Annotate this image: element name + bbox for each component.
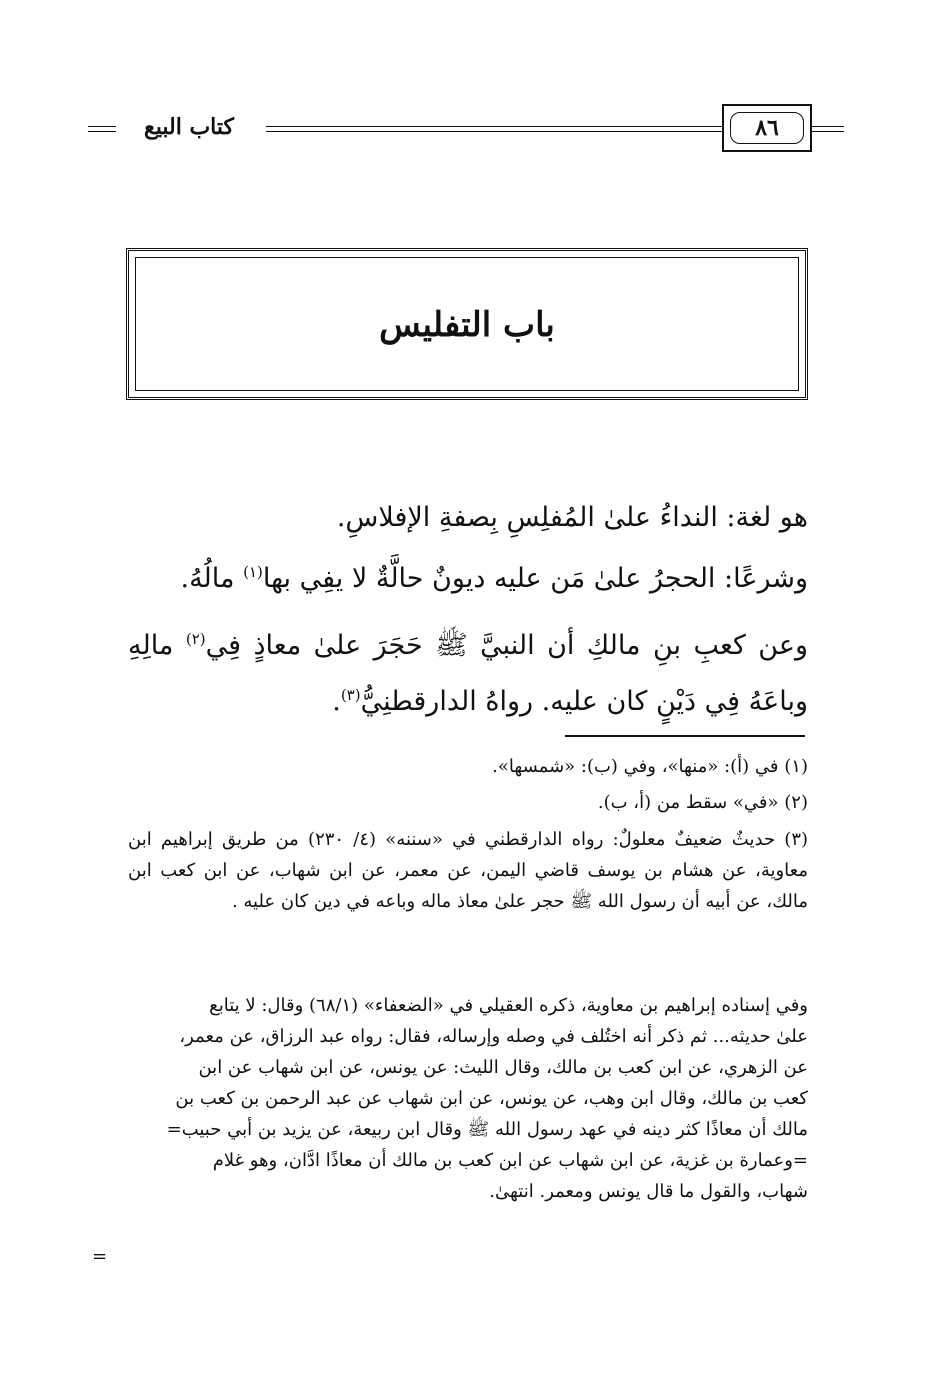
running-title: كتاب البيع (144, 114, 234, 140)
page-number: ٨٦ (730, 112, 804, 144)
footnote-1: (١) في (أ): «منها»، وفي (ب): «شمسها». (492, 756, 808, 777)
hadith-text-part2: مالِهِ وباعَهُ فِي دَيْنٍ كان عليه. رواهُ الدارقطنِيُّ (128, 630, 808, 717)
hadith-text-end: . (332, 686, 341, 717)
definition-legal (128, 551, 808, 607)
footnote-ref-2[interactable]: (٢) (185, 630, 206, 648)
definition-legal-end: مالُهُ. (180, 563, 244, 594)
footnote-line: علىٰ حديثه... ثم ذكر أنه اختُلف في وصله وإرساله، فقال: رواه عبد الرزاق، عن معمر، (179, 1026, 808, 1047)
footnote-ref-3[interactable]: (٣) (340, 686, 361, 704)
footnote-separator (565, 735, 805, 737)
footnote-line: شهاب، والقول ما قال يونس ومعمر. انتهىٰ. (489, 1181, 808, 1202)
footnote-2: (٢) «في» سقط من (أ، ب). (597, 792, 808, 813)
footnote-ref-1[interactable]: (١) (243, 563, 263, 581)
definition-legal-text: وشرعًا: الحجرُ علىٰ مَن عليه ديونٌ حالَّةٌ لا يفِي بها (262, 563, 808, 594)
hadith-text (128, 618, 808, 730)
definition-linguistic: هو لغة: النداءُ علىٰ المُفلِسِ بِصفةِ الإفلاسِ. (336, 502, 808, 533)
chapter-title: باب التفليس (379, 305, 555, 345)
footnote-line: =وعمارة بن غزية، عن ابن شهاب عن ابن كعب بن مالك أن معاذًا ادَّان، وهو غلام (212, 1150, 808, 1171)
hadith-text-part1: وعن كعبِ بنِ مالكِ أن النبيَّ ﷺ حَجَرَ علىٰ معاذٍ فِي (205, 630, 808, 661)
continuation-mark: = (92, 1246, 108, 1267)
footnote-line: كعب بن مالك، وقال ابن وهب، عن يونس، عن ابن شهاب عن عبد الرحمن بن كعب بن (175, 1088, 808, 1109)
header-rule-left (88, 126, 116, 132)
footnote-3: (٣) حديثٌ ضعيفٌ معلولٌ: رواه الدارقطني في «سننه» (٤/ ٢٣٠) من طريق إبراهيم ابن معاوية، عن هشام بن يوسف قاضي اليمن، عن معمر، عن ابن شهاب، عن ابن كعب ابن مالك، عن أبيه أن رسول الله ﷺ حجر علىٰ معاذ ماله وباعه في دين كان عليه . (128, 829, 809, 912)
footnote-line: وفي إسناده إبراهيم بن معاوية، ذكره العقيلي في «الضعفاء» (٦٨/١) وقال: لا يتابع (209, 995, 808, 1016)
page-number-box (722, 104, 812, 152)
page-header (0, 0, 938, 160)
footnote-3-continued (128, 990, 808, 1207)
footnote-line: عن الزهري، عن ابن كعب بن مالك، وقال الليث: عن يونس، عن ابن شهاب عن ابن (198, 1057, 808, 1078)
header-rule-right (812, 126, 844, 132)
header-rule-long (266, 126, 722, 132)
chapter-title-frame (126, 248, 808, 400)
footnote-line: مالك أن معاذًا كثر دينه في عهد رسول الله ﷺ وقال ابن ربيعة، عن يزيد بن أبي حبيب= (166, 1119, 808, 1140)
